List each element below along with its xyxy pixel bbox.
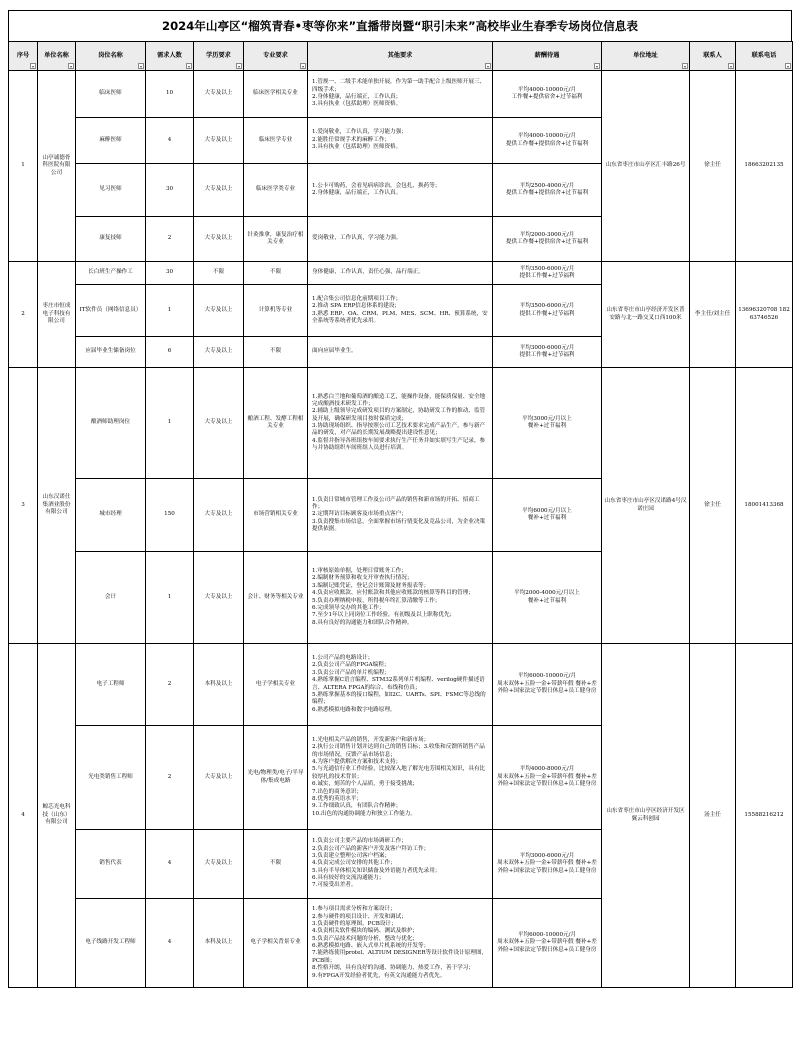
cell-edu: 本科及以上 xyxy=(194,644,244,726)
requirement-line: 9.工作细致认真，有团队合作精神； xyxy=(312,803,402,810)
cell-contact: 徐主任 xyxy=(690,368,736,644)
cell-major: 不限 xyxy=(244,337,308,368)
cell-unit-name: 山东汉诺仕集酒业股份有限公司 xyxy=(38,368,76,644)
requirement-line: 6.完成领导交办的其他工作； xyxy=(312,604,385,611)
cell-job-title: 长白班生产操作工 xyxy=(76,262,146,285)
cell-job-title: 酿酒师助理岗位 xyxy=(76,368,146,479)
header-major[interactable]: 专业要求 xyxy=(244,42,308,71)
cell-other-requirements xyxy=(308,118,493,164)
cell-salary xyxy=(493,726,602,830)
salary-line: 平均6000-10000元/月 xyxy=(517,931,577,938)
cell-job-title: 销售代表 xyxy=(76,830,146,899)
cell-other-requirements xyxy=(308,830,493,899)
requirement-line: 1.爱岗敬业，工作认真，学习能力强； xyxy=(312,129,407,136)
requirement-line: 3.负责公司产品的单片机编程； xyxy=(312,669,391,676)
cell-major: 计算机等专业 xyxy=(244,285,308,337)
requirement-line: 7.出色的商务意识； xyxy=(312,788,363,795)
salary-line: 周末双休+五险一金+带薪年假 餐补+差外险+国家法定节假日休息+员工健身房 xyxy=(497,680,597,695)
salary-line: 平均3500-6000元/月 xyxy=(519,303,575,310)
header-phone[interactable]: 联系电话 xyxy=(736,42,793,71)
cell-other-requirements xyxy=(308,337,493,368)
cell-job-title: 应届毕业生储备岗位 xyxy=(76,337,146,368)
cell-edu: 大专及以上 xyxy=(194,552,244,644)
cell-count: 2 xyxy=(146,726,194,830)
requirement-line: 8.优秀的英语水平； xyxy=(312,795,363,802)
requirement-line: 2.执行公司销售计划并达到自己的销售目标；3.收集和反馈所销售产品的市场情况，反馈产品市场信息； xyxy=(312,744,485,758)
table-row xyxy=(9,644,793,726)
cell-phone: 18663202135 xyxy=(736,71,793,262)
cell-unit-name: 鲸芯光电科技（山东）有限公司 xyxy=(38,644,76,988)
cell-other-requirements xyxy=(308,262,493,285)
salary-line: 提供工作餐+过节福利 xyxy=(519,310,575,317)
requirement-line: 1.负责公司主要产品的市场调研工作； xyxy=(312,838,407,845)
requirement-line: 1.负责日常城市管理工作及公司产品的销售和新市场的开拓、招商工作； xyxy=(312,496,480,510)
salary-line: 平均3000元/月以上 xyxy=(522,415,572,422)
filter-dropdown-icon[interactable] xyxy=(138,63,144,69)
filter-dropdown-icon[interactable] xyxy=(30,63,36,69)
filter-dropdown-icon[interactable] xyxy=(485,63,491,69)
cell-salary xyxy=(493,118,602,164)
header-unit[interactable]: 单位名称 xyxy=(38,42,76,71)
requirement-line: 4.负责应收账款、应付账款和其他应收账款的核算等科目的管理； xyxy=(312,590,474,597)
cell-major: 临床医学专业 xyxy=(244,118,308,164)
requirement-line: 4.为客户提供解决方案和技术支持； xyxy=(312,759,402,766)
cell-salary xyxy=(493,368,602,479)
cell-no: 4 xyxy=(9,644,38,988)
requirement-line: 7.至少1年以上同岗位工作经验，有初级及以上职称优先； xyxy=(312,612,456,619)
salary-line: 工作餐+提供宿舍+过节福利 xyxy=(511,94,583,100)
requirement-line: 3.负责搜集市场信息，全面掌握市场行情变化及竞品公司，为企业决策提供依据。 xyxy=(312,518,486,533)
header-row xyxy=(9,42,793,71)
requirement-line: 8.性格开朗，具有良好的沟通、协调能力，热爱工作，善于学习； xyxy=(312,965,474,972)
requirement-line: 2.负责公司产品的新客户开发及客户拜访工作； xyxy=(312,845,430,852)
filter-dropdown-icon[interactable] xyxy=(728,63,734,69)
salary-line: 周末双休+五险一金+带薪年假 餐补+差外险+国家法定节假日休息+员工健身房 xyxy=(497,773,597,788)
cell-contact: 李主任/刘主任 xyxy=(690,262,736,368)
requirement-line: 3.具有执业（包括助理）医师资格。 xyxy=(312,101,402,108)
cell-edu: 不限 xyxy=(194,262,244,285)
cell-salary xyxy=(493,217,602,262)
header-no[interactable]: 序号 xyxy=(9,42,38,71)
cell-major: 临床医学类专业 xyxy=(244,164,308,217)
requirement-line: 4.熟练掌握C语言编程、STM32系列单片机编程、verilog硬件描述语言、ALTERA FPGA的综合、布线和仿真； xyxy=(312,677,485,691)
salary-line: 平均3000-6000元/月 xyxy=(519,344,575,351)
cell-count: 4 xyxy=(146,899,194,988)
cell-job-title: 城市经理 xyxy=(76,479,146,552)
cell-count: 30 xyxy=(146,262,194,285)
cell-major: 会计、财务等相关专业 xyxy=(244,552,308,644)
filter-dropdown-icon[interactable] xyxy=(785,63,791,69)
cell-edu: 大专及以上 xyxy=(194,726,244,830)
requirement-line: 5.与光通信行业工作经验，比较深入地了解光电芳围相关知识，具有比较厚扎的技术背景； xyxy=(312,766,486,780)
salary-line: 平均4000-10000元/月 xyxy=(517,133,577,140)
cell-count: 150 xyxy=(146,479,194,552)
requirement-line: 3.负责建立整理公司客户档案； xyxy=(312,852,391,859)
requirement-line: 1.公司产品的电路设计； xyxy=(312,655,374,661)
requirement-line: 6.熟悉模拟电路和数字电路原理。 xyxy=(312,706,396,713)
requirement-line: 4.负责完成公司安排的其他工作； xyxy=(312,860,396,867)
requirement-line: 6.诚实，刻苦的个人品质，勇于接受挑战； xyxy=(312,781,419,788)
requirement-line: 2.负责公司产品的FPGA编程； xyxy=(312,662,390,669)
requirement-line: 1.参与项目需求分析和方案设计； xyxy=(312,906,396,913)
cell-salary xyxy=(493,337,602,368)
requirement-line: 5.具有半导体相关知识储备及外语能力者优先录用； xyxy=(312,867,441,874)
requirement-line: 10.出色的沟通协调能力和独立工作能力。 xyxy=(312,810,416,817)
cell-no: 3 xyxy=(9,368,38,644)
header-contact[interactable]: 联系人 xyxy=(690,42,736,71)
requirement-line: 1.熟悉白兰地和葡萄酒的酿造工艺，能操作设备，能保质保量、安全地完成酿酒技术研发工作； xyxy=(312,393,486,407)
cell-contact: 徐主任 xyxy=(690,71,736,262)
requirement-line: 2.参与硬件的项目设计、开发和调试； xyxy=(312,913,407,920)
header-other[interactable]: 其他要求 xyxy=(308,42,493,71)
requirement-line: 2.辅助上级领导完成研发项目的方案制定，协助研发工作的推动、监管及开展，确保研发项目按时保质完成； xyxy=(312,408,486,422)
cell-edu: 大专及以上 xyxy=(194,337,244,368)
cell-major: 酿酒工程、发酵工程相关专业 xyxy=(244,368,308,479)
cell-salary xyxy=(493,262,602,285)
requirement-line: 面向应届毕业生。 xyxy=(312,348,357,355)
requirement-line: 2.身体健康，品行端正，工作认真； xyxy=(312,94,402,100)
filter-dropdown-icon[interactable] xyxy=(682,63,688,69)
requirement-line: 4.负责相关软件模块的编码、测试及维护； xyxy=(312,928,419,935)
cell-job-title: 电子线路开发工程师 xyxy=(76,899,146,988)
cell-job-title: 电子工程师 xyxy=(76,644,146,726)
salary-line: 餐补+过节福利 xyxy=(527,423,567,429)
salary-line: 平均3500-6000元/月 xyxy=(519,265,575,272)
requirement-line: 5.负责产品技术问题的分析，整改与优化； xyxy=(312,935,419,942)
requirement-line: 9.有FPGA开发经验者优先，有英文沟通能力者优先。 xyxy=(312,972,446,979)
cell-major: 不限 xyxy=(244,830,308,899)
cell-contact: 汤主任 xyxy=(690,644,736,988)
cell-major: 针灸推拿，康复治疗相关专业 xyxy=(244,217,308,262)
cell-salary xyxy=(493,899,602,988)
cell-other-requirements xyxy=(308,552,493,644)
salary-line: 周末双休+五险一金+带薪年假 餐补+差外险+国家法定节假日休息+员工健身房 xyxy=(497,860,597,874)
cell-job-title: 麻醉医师 xyxy=(76,118,146,164)
cell-unit-name: 枣庄市恒成电子科技有限公司 xyxy=(38,262,76,368)
requirement-line: 2.推动 SPA ERP信息体系的建设； xyxy=(312,303,401,310)
cell-edu: 大专及以上 xyxy=(194,118,244,164)
cell-edu: 大专及以上 xyxy=(194,368,244,479)
table-row xyxy=(9,368,793,479)
cell-other-requirements xyxy=(308,217,493,262)
cell-count: 30 xyxy=(146,164,194,217)
cell-count: 1 xyxy=(146,285,194,337)
filter-dropdown-icon[interactable] xyxy=(594,63,600,69)
salary-line: 周末双休+五险一金+带薪年假 餐补+差外险+国家法定节假日休息+员工健身房 xyxy=(497,939,597,953)
cell-count: 2 xyxy=(146,644,194,726)
requirement-line: 3.负责硬件的原理图，PCB设计； xyxy=(312,920,397,927)
cell-other-requirements xyxy=(308,479,493,552)
requirement-line: 1.配合集公司信息化前期项目工作； xyxy=(312,295,402,302)
salary-line: 餐补+过节福利 xyxy=(527,597,567,604)
cell-no: 1 xyxy=(9,71,38,262)
cell-edu: 大专及以上 xyxy=(194,830,244,899)
cell-edu: 大专及以上 xyxy=(194,285,244,337)
requirement-line: 1.管规一、二级手术能单独开展，作为第一助手配合上级医师开展三、四级手术； xyxy=(312,79,486,93)
cell-job-title: 见习医师 xyxy=(76,164,146,217)
cell-edu: 大专及以上 xyxy=(194,217,244,262)
salary-line: 提供工作餐+提供宿舍+过节福利 xyxy=(505,190,589,196)
cell-phone: 18001413368 xyxy=(736,368,793,644)
cell-major: 市场营销相关专业 xyxy=(244,479,308,552)
cell-no: 2 xyxy=(9,262,38,368)
cell-count: 4 xyxy=(146,118,194,164)
page-title: 2024年山亭区“榴筑青春•枣等你来”直播带岗暨“职引未来”高校毕业生春季专场岗位信息表 xyxy=(8,10,792,41)
cell-salary xyxy=(493,285,602,337)
requirement-line: 1.审核原始单据，处理日常账务工作； xyxy=(312,568,407,574)
cell-other-requirements xyxy=(308,368,493,479)
cell-other-requirements xyxy=(308,899,493,988)
cell-count: 2 xyxy=(146,217,194,262)
salary-line: 平均2000-3000元/月 xyxy=(519,231,575,238)
cell-salary xyxy=(493,830,602,899)
cell-address: 山东省枣庄市山亭经济开发区普安路与北一路交叉口西100米 xyxy=(602,262,690,368)
cell-job-title: 光电类销售工程师 xyxy=(76,726,146,830)
header-edu[interactable]: 学历要求 xyxy=(194,42,244,71)
cell-edu: 大专及以上 xyxy=(194,164,244,217)
requirement-line: 7.可接受出差者。 xyxy=(312,882,357,889)
salary-line: 平均2000-4000元/月以上 xyxy=(514,590,580,597)
header-salary[interactable]: 薪酬待遇 xyxy=(493,42,602,71)
salary-line: 平均4000-8000元/月 xyxy=(519,766,575,773)
job-table xyxy=(8,41,793,988)
requirement-line: 2.编制财务预算和收支开审查执行情况； xyxy=(312,575,413,582)
cell-salary xyxy=(493,164,602,217)
cell-other-requirements xyxy=(308,71,493,118)
requirement-line: 6.具有较好的交流沟通能力； xyxy=(312,875,385,882)
cell-count: 10 xyxy=(146,71,194,118)
cell-unit-name: 山亭诚德骨科医院有限公司 xyxy=(38,71,76,262)
cell-job-title: 会计 xyxy=(76,552,146,644)
cell-job-title: 临床医师 xyxy=(76,71,146,118)
requirement-line: 5.负责办理纳税申报，所得税年终汇算清缴等工作； xyxy=(312,597,441,604)
cell-salary xyxy=(493,479,602,552)
cell-count: 6 xyxy=(146,337,194,368)
salary-line: 提供工作餐+过节福利 xyxy=(519,273,575,279)
cell-address: 山东省枣庄市山亭区经济开发区翼云科创园 xyxy=(602,644,690,988)
salary-line: 提供工作餐+过节福利 xyxy=(519,352,575,358)
salary-line: 平均4000-10000元/月 xyxy=(517,86,577,93)
requirement-line: 3.编制记账凭证，登记会计账簿及财务报表等； xyxy=(312,582,430,589)
cell-edu: 大专及以上 xyxy=(194,479,244,552)
cell-salary xyxy=(493,644,602,726)
requirement-line: 2.定期拜访目标顾客及市场重点客户； xyxy=(312,511,407,518)
cell-major: 电子学相关专业 xyxy=(244,644,308,726)
requirement-line: 3.熟悉 ERP、OA、CRM、PLM、MES、SCM、HR、预算系统，安全系统等系统者优先录用。 xyxy=(312,310,488,324)
salary-line: 平均3000-6000元/月 xyxy=(519,852,575,859)
cell-major: 电子学相关背景专业 xyxy=(244,899,308,988)
requirement-line: 1.公卡可购药，会看见病病诊治，会包扎，换药等； xyxy=(312,182,441,189)
cell-major: 临床医学相关专业 xyxy=(244,71,308,118)
cell-other-requirements xyxy=(308,164,493,217)
cell-count: 1 xyxy=(146,552,194,644)
requirement-line: 身体健康，工作认真，责任心强，品行端正。 xyxy=(312,269,424,276)
filter-dropdown-icon[interactable] xyxy=(300,63,306,69)
requirement-line: 2.能胜任常规手术的麻醉工作； xyxy=(312,136,391,143)
cell-address: 山东省枣庄市山亭区汇丰路26号 xyxy=(602,71,690,262)
cell-salary xyxy=(493,71,602,118)
filter-dropdown-icon[interactable] xyxy=(186,63,192,69)
requirement-line: 7.能熟练使用protel、ALTIUM DESIGNER等设计软件设计原理图，PCB图； xyxy=(312,950,488,964)
cell-count: 1 xyxy=(146,368,194,479)
salary-line: 平均6000元/月以上 xyxy=(522,507,572,514)
cell-edu: 本科及以上 xyxy=(194,899,244,988)
filter-dropdown-icon[interactable] xyxy=(236,63,242,69)
requirement-line: 4.监督并指导各班组按车间要求执行生产任务并如实填写生产记录，参与并协助组织车间班组人员进行培训。 xyxy=(312,437,486,452)
requirement-line: 5.熟练掌握基本的接口编程，如I2C、UARTs、SPI、FSMC等总线的编程； xyxy=(312,691,486,706)
header-count[interactable]: 需求人数 xyxy=(146,42,194,71)
cell-job-title: IT软件员（网络信息员） xyxy=(76,285,146,337)
filter-dropdown-icon[interactable] xyxy=(68,63,74,69)
requirement-line: 8.具有良好的沟通能力和团队合作精神。 xyxy=(312,619,413,626)
cell-job-title: 康复技师 xyxy=(76,217,146,262)
cell-major: 光电/物理类/电子/半导体/集成电路 xyxy=(244,726,308,830)
table-row xyxy=(9,71,793,118)
salary-line: 平均2500-4000元/月 xyxy=(519,182,575,189)
cell-address: 山东省枣庄市山亭区汉诺路4号汉诺庄园 xyxy=(602,368,690,644)
salary-line: 提供工作餐+提供宿舍+过节福利 xyxy=(505,239,589,245)
cell-other-requirements xyxy=(308,285,493,337)
requirement-line: 爱岗敬业，工作认真，学习能力强。 xyxy=(312,235,402,242)
cell-phone: 15588216212 xyxy=(736,644,793,988)
cell-major: 不限 xyxy=(244,262,308,285)
table-row xyxy=(9,262,793,285)
requirement-line: 3.协助现场组织、指导按照公司工艺技术要求完成产品生产，参与新产品的研发，对产品的长期发展战略提出建设性意见； xyxy=(312,423,486,437)
requirement-line: 6.熟悉模拟电路、嵌入式单片机系统的开发等； xyxy=(312,943,430,949)
salary-line: 餐补+过节福利 xyxy=(527,515,567,521)
salary-line: 平均6000-10000元/月 xyxy=(517,673,577,680)
requirement-line: 3.具有执业（包括助理）医师资格。 xyxy=(312,144,402,151)
cell-other-requirements xyxy=(308,644,493,726)
cell-edu: 大专及以上 xyxy=(194,71,244,118)
requirement-line: 1.光电相关产品的销售，开发新客户和新市场； xyxy=(312,736,430,743)
header-address[interactable]: 单位地址 xyxy=(602,42,690,71)
cell-other-requirements xyxy=(308,726,493,830)
cell-phone: 13696320708 18263746526 xyxy=(736,262,793,368)
header-job[interactable]: 岗位名称 xyxy=(76,42,146,71)
cell-count: 4 xyxy=(146,830,194,899)
salary-line: 提供工作餐+提供宿舍+过节福利 xyxy=(505,140,589,147)
requirement-line: 2.身体健康，品行端正，工作认真。 xyxy=(312,190,402,196)
cell-salary xyxy=(493,552,602,644)
